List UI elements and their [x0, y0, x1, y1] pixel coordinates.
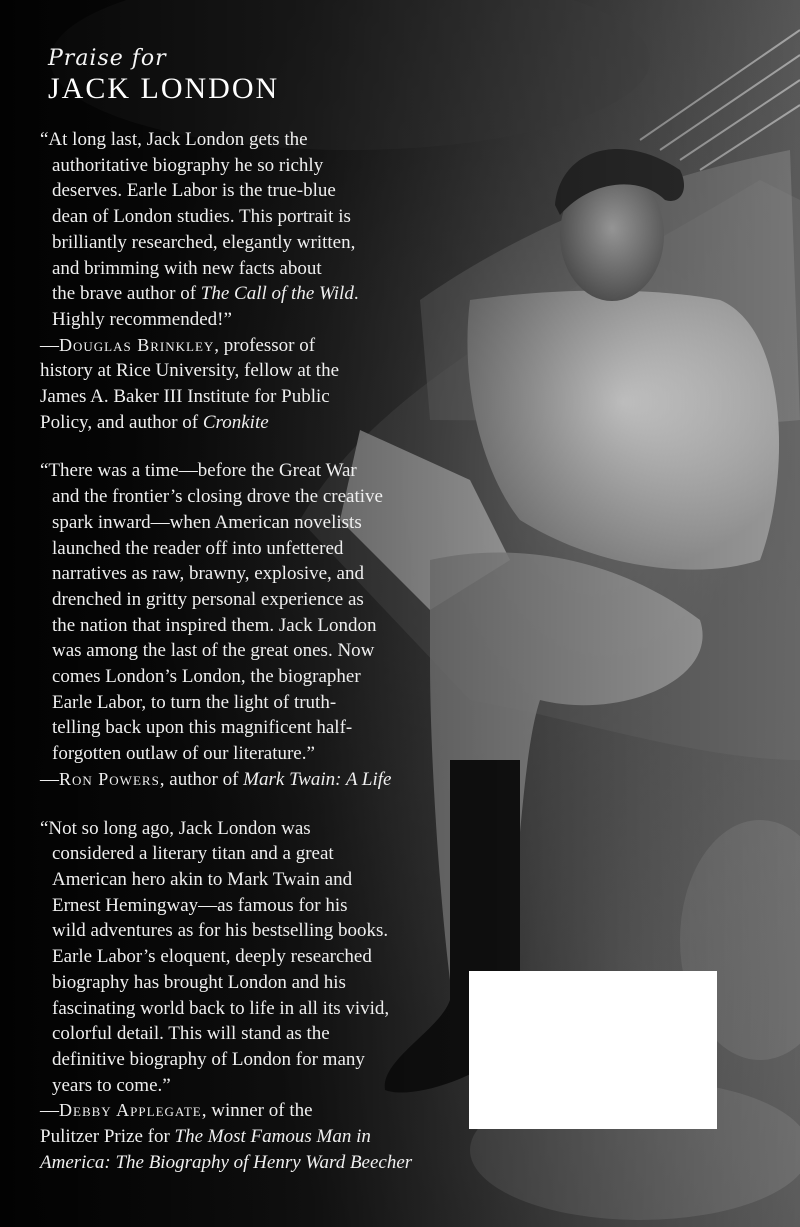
quote-2 [38, 458, 418, 766]
quote-3-role: , winner of the Pulitzer Prize for [40, 1100, 313, 1148]
quote-1-book-title: The Call of the Wild [200, 283, 354, 305]
quote-3-attribution [38, 1098, 418, 1175]
quote-1-role: , professor of history at Rice University, fellow at the James A. Baker III Institute for Public Policy, and author of [40, 334, 339, 433]
quote-2-role-title: Mark Twain: A Life [243, 768, 392, 790]
quote-1-text: “At long last, Jack London gets the authoritative biography he so richly deserves. Earle Labor is the true-blue dean of London studies. This portrait is brilliantly researched, elegantly written, and brimming with new facts about the brave author of [40, 129, 356, 305]
quote-2-text: “There was a time—before the Great War and the frontier’s closing drove the creative spark inward—when American novelists launched the reader off into unfettered narratives as raw, brawny, explosive, and drenched in gritty personal experience as the nation that inspired them. Jack London was among the last of the great ones. Now comes London’s London, the biographer Earle Labor, to turn the light of truth- telling back upon this magnificent half- forgotten outlaw of our literature.” [40, 460, 383, 765]
quote-2-name: Ron Powers [59, 768, 160, 789]
quote-1-role-title: Cronkite [202, 411, 269, 433]
quote-1 [38, 127, 418, 333]
quote-3-role-title: The Most Famous Man in America: The Biography of Henry Ward Beecher [40, 1126, 413, 1173]
quote-1-dash: — [40, 334, 59, 356]
quote-3-dash: — [40, 1100, 59, 1122]
spacer [38, 793, 418, 816]
spacer [38, 435, 418, 458]
quote-3 [38, 816, 418, 1099]
quote-2-role: , author of [159, 768, 244, 790]
author-name-heading: JACK LONDON [48, 72, 280, 105]
quote-3-text: “Not so long ago, Jack London was considered a literary titan and a great American hero akin to Mark Twain and Ernest Hemingway—as famous for his wild adventures as for his bestselling books. Earle Labor’s eloquent, deeply researched biography has brought London and his fascinating world back to life in all its vivid, colorful detail. This will stand as the definitive biography of London for many years to come.” [40, 817, 390, 1096]
quote-3-name: Debby Applegate [59, 1100, 202, 1121]
quote-2-dash: — [40, 768, 59, 790]
quote-1-text-end: . Highly recommended!” [52, 283, 359, 330]
praise-for-heading: Praise for [48, 46, 167, 71]
quote-2-attribution [38, 767, 418, 793]
praise-column [38, 40, 418, 1175]
quote-1-attribution [38, 333, 418, 436]
quote-1-name: Douglas Brinkley [59, 334, 215, 355]
barcode-box [469, 971, 717, 1129]
